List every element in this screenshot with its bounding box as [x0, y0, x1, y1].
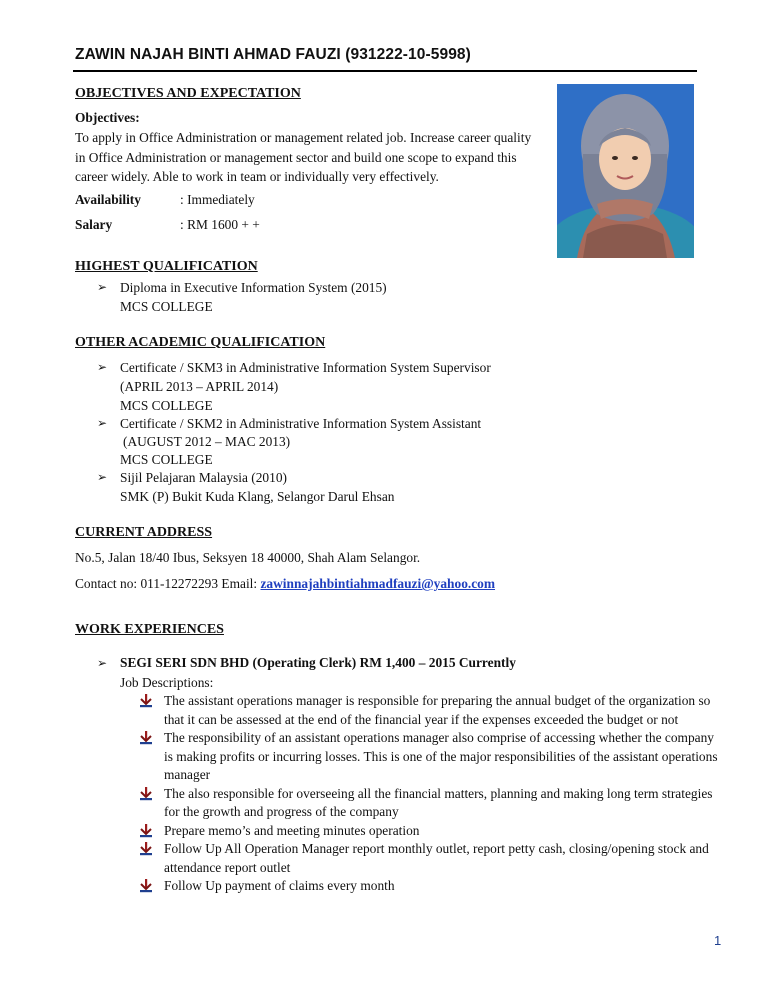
duty-text-line: is making profits or incurring losses. This is one of the major responsibilities of the assistant operations: [164, 748, 718, 764]
salary-label: Salary: [75, 217, 113, 232]
work-experiences-title: WORK EXPERIENCES: [75, 622, 224, 637]
address-line: No.5, Jalan 18/40 Ibus, Seksyen 18 40000, Shah Alam Selangor.: [75, 550, 421, 565]
qualification-period: (AUGUST 2012 – MAC 2013): [123, 434, 291, 449]
duty-item: [164, 840, 724, 877]
qualification-title: Certificate / SKM3 in Administrative Information System Supervisor: [120, 360, 491, 375]
qualification-title: Sijil Pelajaran Malaysia (2010): [120, 470, 287, 485]
qualification-period: (APRIL 2013 – APRIL 2014): [120, 379, 279, 394]
email-link[interactable]: zawinnajahbintiahmadfauzi@yahoo.com: [260, 576, 496, 591]
objectives-text-line: To apply in Office Administration or management related job. Increase career quality: [75, 130, 532, 145]
duty-item: [164, 877, 724, 896]
qualification-place: SMK (P) Bukit Kuda Klang, Selangor Darul Ehsan: [120, 489, 395, 504]
highest-qualification-title: HIGHEST QUALIFICATION: [75, 259, 258, 274]
page-number: 1: [714, 933, 722, 948]
duty-text-line: manager: [164, 767, 211, 782]
duty-text-line: Follow Up All Operation Manager report monthly outlet, report petty cash, closing/opening stock and: [164, 841, 709, 856]
arrow-bullet-icon: ➢: [97, 656, 108, 670]
job-descriptions-heading: Job Descriptions:: [120, 675, 214, 690]
duty-item: [164, 785, 724, 822]
duty-item: [164, 822, 724, 841]
arrow-bullet-icon: ➢: [97, 470, 108, 484]
duty-text-line: The also responsible for overseeing all the financial matters, planning and making long term strategies: [164, 785, 713, 801]
duty-bullet-icon: [138, 787, 156, 801]
availability-label: Availability: [75, 192, 141, 207]
current-address-title: CURRENT ADDRESS: [75, 525, 213, 540]
arrow-bullet-icon: ➢: [97, 416, 108, 430]
duty-text-line: that it can be assessed at the end of the financial year if the expenses exceeded the budget or not: [164, 711, 679, 727]
arrow-bullet-icon: ➢: [97, 360, 108, 374]
qualification-title: Certificate / SKM2 in Administrative Information System Assistant: [120, 416, 482, 431]
highest-qualification-institution: MCS COLLEGE: [120, 299, 213, 314]
duty-text-line: The assistant operations manager is responsible for preparing the annual budget of the organization so: [164, 693, 711, 708]
objectives-subtitle: Objectives:: [75, 110, 140, 125]
arrow-bullet-icon: ➢: [97, 280, 108, 294]
candidate-name-heading: ZAWIN NAJAH BINTI AHMAD FAUZI (931222-10-5998): [75, 46, 471, 63]
qualification-place: MCS COLLEGE: [120, 398, 213, 413]
qualification-place: MCS COLLEGE: [120, 452, 213, 467]
duty-text-line: Follow Up payment of claims every month: [164, 878, 395, 893]
availability-value: : Immediately: [180, 192, 255, 207]
duty-text-line: attendance report outlet: [164, 859, 291, 875]
duty-text-line: The responsibility of an assistant operations manager also comprise of accessing whether the company: [164, 730, 714, 745]
header-divider: [73, 70, 697, 72]
highest-qualification-item: Diploma in Executive Information System (2015): [120, 280, 387, 295]
profile-photo: [557, 84, 694, 258]
duty-bullet-icon: [138, 879, 156, 893]
other-qualification-title: OTHER ACADEMIC QUALIFICATION: [75, 335, 326, 350]
contact-prefix: Contact no: 011-12272293 Email:: [75, 576, 258, 591]
contact-line: [75, 576, 495, 592]
objectives-section-title: OBJECTIVES AND EXPECTATION: [75, 86, 301, 101]
duty-bullet-icon: [138, 694, 156, 708]
duty-bullet-icon: [138, 842, 156, 856]
job-title: SEGI SERI SDN BHD (Operating Clerk) RM 1,400 – 2015 Currently: [120, 655, 516, 670]
salary-value: : RM 1600 + +: [180, 217, 260, 232]
duty-bullet-icon: [138, 731, 156, 745]
objectives-paragraph: [75, 128, 547, 187]
duty-item: [164, 692, 724, 729]
duty-bullet-icon: [138, 824, 156, 838]
duty-item: [164, 729, 724, 785]
duty-text-line: Prepare memo’s and meeting minutes operation: [164, 822, 420, 838]
objectives-text-line: in Office Administration or management sector and build one scope to expand this: [75, 149, 517, 165]
objectives-text-line: career widely. Able to work in team or individually very effectively.: [75, 169, 439, 184]
duty-text-line: for the growth and progress of the company: [164, 804, 399, 819]
